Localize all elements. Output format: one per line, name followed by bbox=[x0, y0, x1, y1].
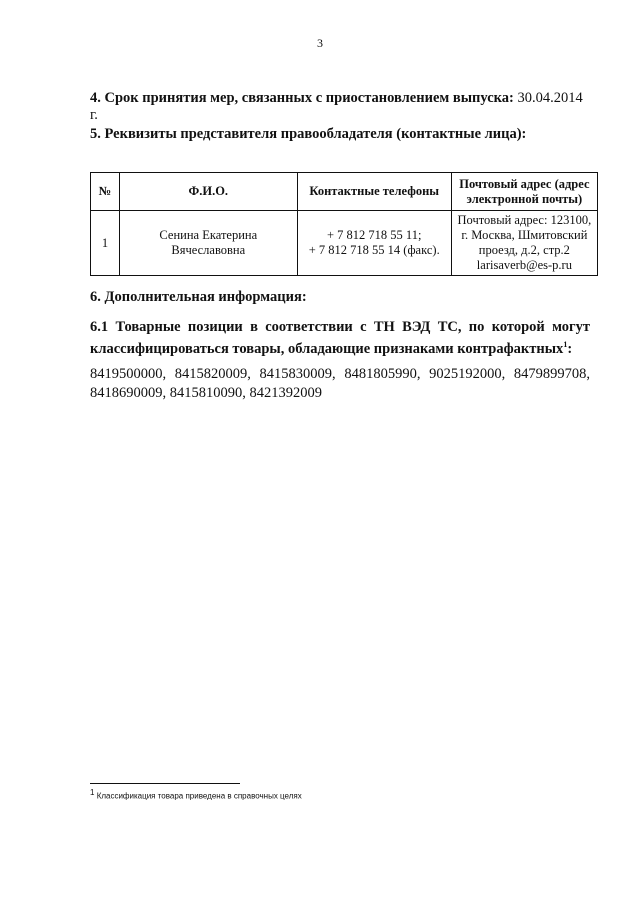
cell-name: Сенина Екатерина Вячеславовна bbox=[119, 211, 297, 276]
email: larisaverb@es-p.ru bbox=[476, 258, 572, 272]
cell-address bbox=[451, 211, 597, 276]
table-row bbox=[91, 211, 598, 276]
section-4-value: 30.04.2014 г. bbox=[90, 90, 583, 123]
section-6-1-text: 6.1 Товарные позиции в соответствии с ТН ВЭД ТС, по которой могут классифицироваться товары, обладающие признаками контрафактных bbox=[90, 319, 590, 357]
tnved-codes: 8419500000, 8415820009, 8415830009, 8481805990, 9025192000, 8479899708, 8418690009, 8415810090, 8421392009 bbox=[90, 366, 590, 401]
header-address: Почтовый адрес (адрес электронной почты) bbox=[451, 173, 597, 211]
contacts-table bbox=[90, 172, 598, 276]
footnote-text: Классификация товара приведена в справочных целях bbox=[96, 791, 302, 801]
phone-1: + 7 812 718 55 11; bbox=[327, 228, 422, 242]
header-number: № bbox=[91, 173, 120, 211]
table-header-row bbox=[91, 173, 598, 211]
footnote-divider bbox=[90, 783, 240, 784]
section-6-title: 6. Дополнительная информация: bbox=[90, 289, 307, 305]
footnote-mark: 1 bbox=[90, 788, 95, 797]
footnote-ref: 1 bbox=[563, 340, 568, 349]
page-number: 3 bbox=[317, 36, 323, 50]
header-name: Ф.И.О. bbox=[119, 173, 297, 211]
footnote bbox=[90, 788, 302, 801]
phone-2: + 7 812 718 55 14 (факс). bbox=[308, 243, 440, 257]
section-6-1-colon: : bbox=[567, 340, 573, 357]
section-4-label: 4. Срок принятия мер, связанных с приостановлением выпуска: bbox=[90, 90, 514, 106]
section-5-title: 5. Реквизиты представителя правообладателя (контактные лица): bbox=[90, 126, 527, 142]
postal-address: Почтовый адрес: 123100, г. Москва, Шмитовский проезд, д.2, стр.2 bbox=[457, 213, 592, 257]
cell-number: 1 bbox=[91, 211, 120, 276]
header-phones: Контактные телефоны bbox=[297, 173, 451, 211]
section-4 bbox=[90, 90, 590, 124]
cell-phones bbox=[297, 211, 451, 276]
section-6-1 bbox=[90, 318, 590, 358]
